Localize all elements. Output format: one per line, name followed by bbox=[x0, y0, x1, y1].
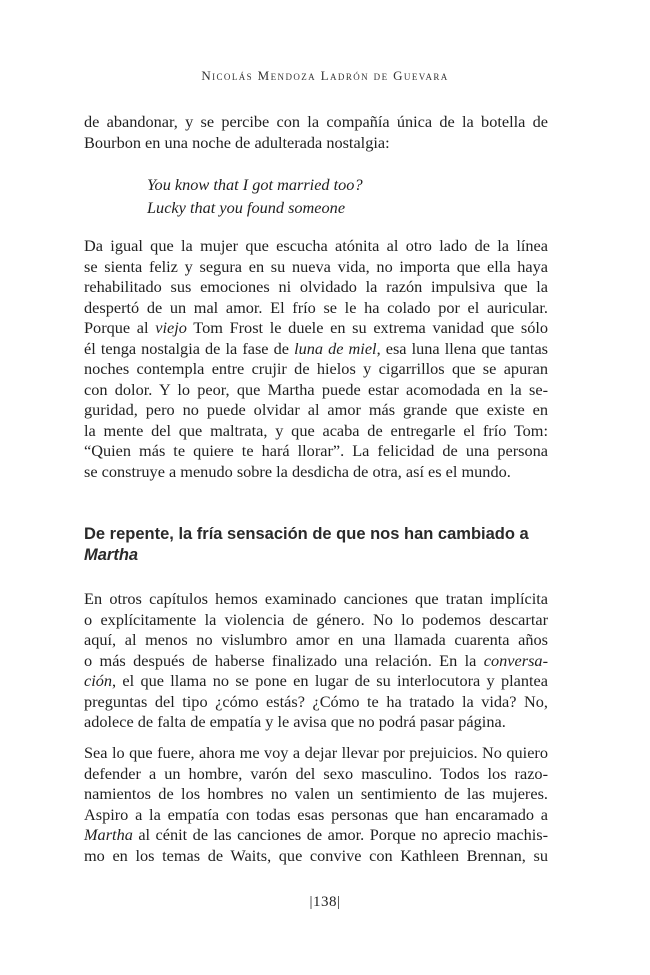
text-line bbox=[84, 651, 548, 672]
lyric-line: You know that I got married too? bbox=[147, 175, 363, 194]
text-run: él tenga nostalgia de la fase de bbox=[84, 338, 295, 358]
text-run: , esa luna llena que tantas bbox=[376, 338, 549, 358]
text-line: aquí, al menos no vislumbro amor en una llamada cuarenta años bbox=[84, 630, 548, 649]
text-line: despertó de un mal amor. El frío se le ha colado por el auricular. bbox=[84, 297, 548, 317]
text-line: guridad, pero no puede olvidar al amor más grande que existe en bbox=[84, 400, 548, 419]
heading-line: De repente, la fría sensación de que nos han cambiado a bbox=[84, 525, 529, 543]
running-head: Nicolás Mendoza Ladrón de Guevara bbox=[201, 68, 449, 83]
text-line: noches contempla entre crujir de hielos y cigarrillos que se apuran bbox=[84, 359, 548, 378]
text-line bbox=[84, 671, 548, 692]
paragraph-body bbox=[84, 589, 548, 733]
song-lyrics-quote bbox=[147, 173, 527, 219]
text-line: “Quien más te quiere te hará llorar”. La felicidad de una persona bbox=[84, 441, 548, 460]
text-line: con dolor. Y lo peor, que Martha puede estar acomodada en la se- bbox=[84, 379, 548, 399]
italic-run: luna de miel bbox=[294, 338, 377, 358]
text-line: En otros capítulos hemos examinado canciones que tratan implícita bbox=[84, 589, 548, 608]
text-run: , el que llama no se pone en lugar de su interlocutora y plantea bbox=[112, 671, 548, 690]
italic-run: conversa- bbox=[483, 650, 548, 670]
text-line: namientos de los hombres no valen un sentimiento de las mujeres. bbox=[84, 784, 548, 803]
text-line bbox=[84, 339, 548, 360]
text-line: Sea lo que fuere, ahora me voy a dejar llevar por prejuicios. No quiero bbox=[84, 743, 548, 762]
page-number: |138| bbox=[309, 894, 341, 910]
text-line: o explícitamente la violencia de género. No lo podemos descartar bbox=[84, 609, 548, 629]
text-line: adolece de falta de empatía y le avisa que no podrá pasar página. bbox=[84, 712, 506, 731]
text-line: Bourbon en una noche de adulterada nostalgia: bbox=[84, 132, 390, 152]
text-run: Porque al bbox=[84, 318, 156, 337]
heading-line: Martha bbox=[84, 546, 139, 564]
text-line: de abandonar, y se percibe con la compañía única de la botella de bbox=[84, 112, 548, 131]
text-run: o más después de haberse finalizado una relación. En la bbox=[84, 650, 484, 670]
text-line: Da igual que la mujer que escucha atónita al otro lado de la línea bbox=[84, 236, 548, 255]
text-run: Tom Frost le duele en su extrema vanidad que sólo bbox=[186, 318, 549, 337]
text-line: mo en los temas de Waits, que convive con Kathleen Brennan, su bbox=[84, 845, 548, 865]
italic-run: ción bbox=[84, 671, 113, 690]
text-line: Aspiro a la empatía con todas esas personas que han encaramado a bbox=[84, 804, 548, 824]
text-line bbox=[84, 318, 548, 339]
text-line bbox=[84, 825, 548, 846]
text-run: al cénit de las canciones de amor. Porque no aprecio machis- bbox=[132, 825, 548, 844]
italic-run: Martha bbox=[84, 825, 133, 844]
paragraph-body bbox=[84, 743, 548, 866]
paragraph-body bbox=[84, 236, 548, 482]
italic-run: viejo bbox=[155, 318, 187, 337]
text-line: rehabilitado sus emociones ni olvidado la razón impulsiva que la bbox=[84, 277, 548, 296]
section-heading bbox=[84, 524, 548, 566]
paragraph-intro bbox=[84, 112, 548, 153]
text-line: preguntas del tipo ¿cómo estás? ¿Cómo te ha tratado la vida? No, bbox=[84, 691, 548, 711]
text-line: se sienta feliz y segura en su nueva vida, no importa que ella haya bbox=[84, 256, 548, 276]
text-line: defender a un hombre, varón del sexo masculino. Todos los razo- bbox=[84, 763, 548, 783]
text-line: se construye a menudo sobre la desdicha de otra, así es el mundo. bbox=[84, 461, 511, 481]
lyric-line: Lucky that you found someone bbox=[147, 198, 346, 217]
text-line: la mente del que maltrata, y que acaba de entregarle el frío Tom: bbox=[84, 420, 548, 440]
